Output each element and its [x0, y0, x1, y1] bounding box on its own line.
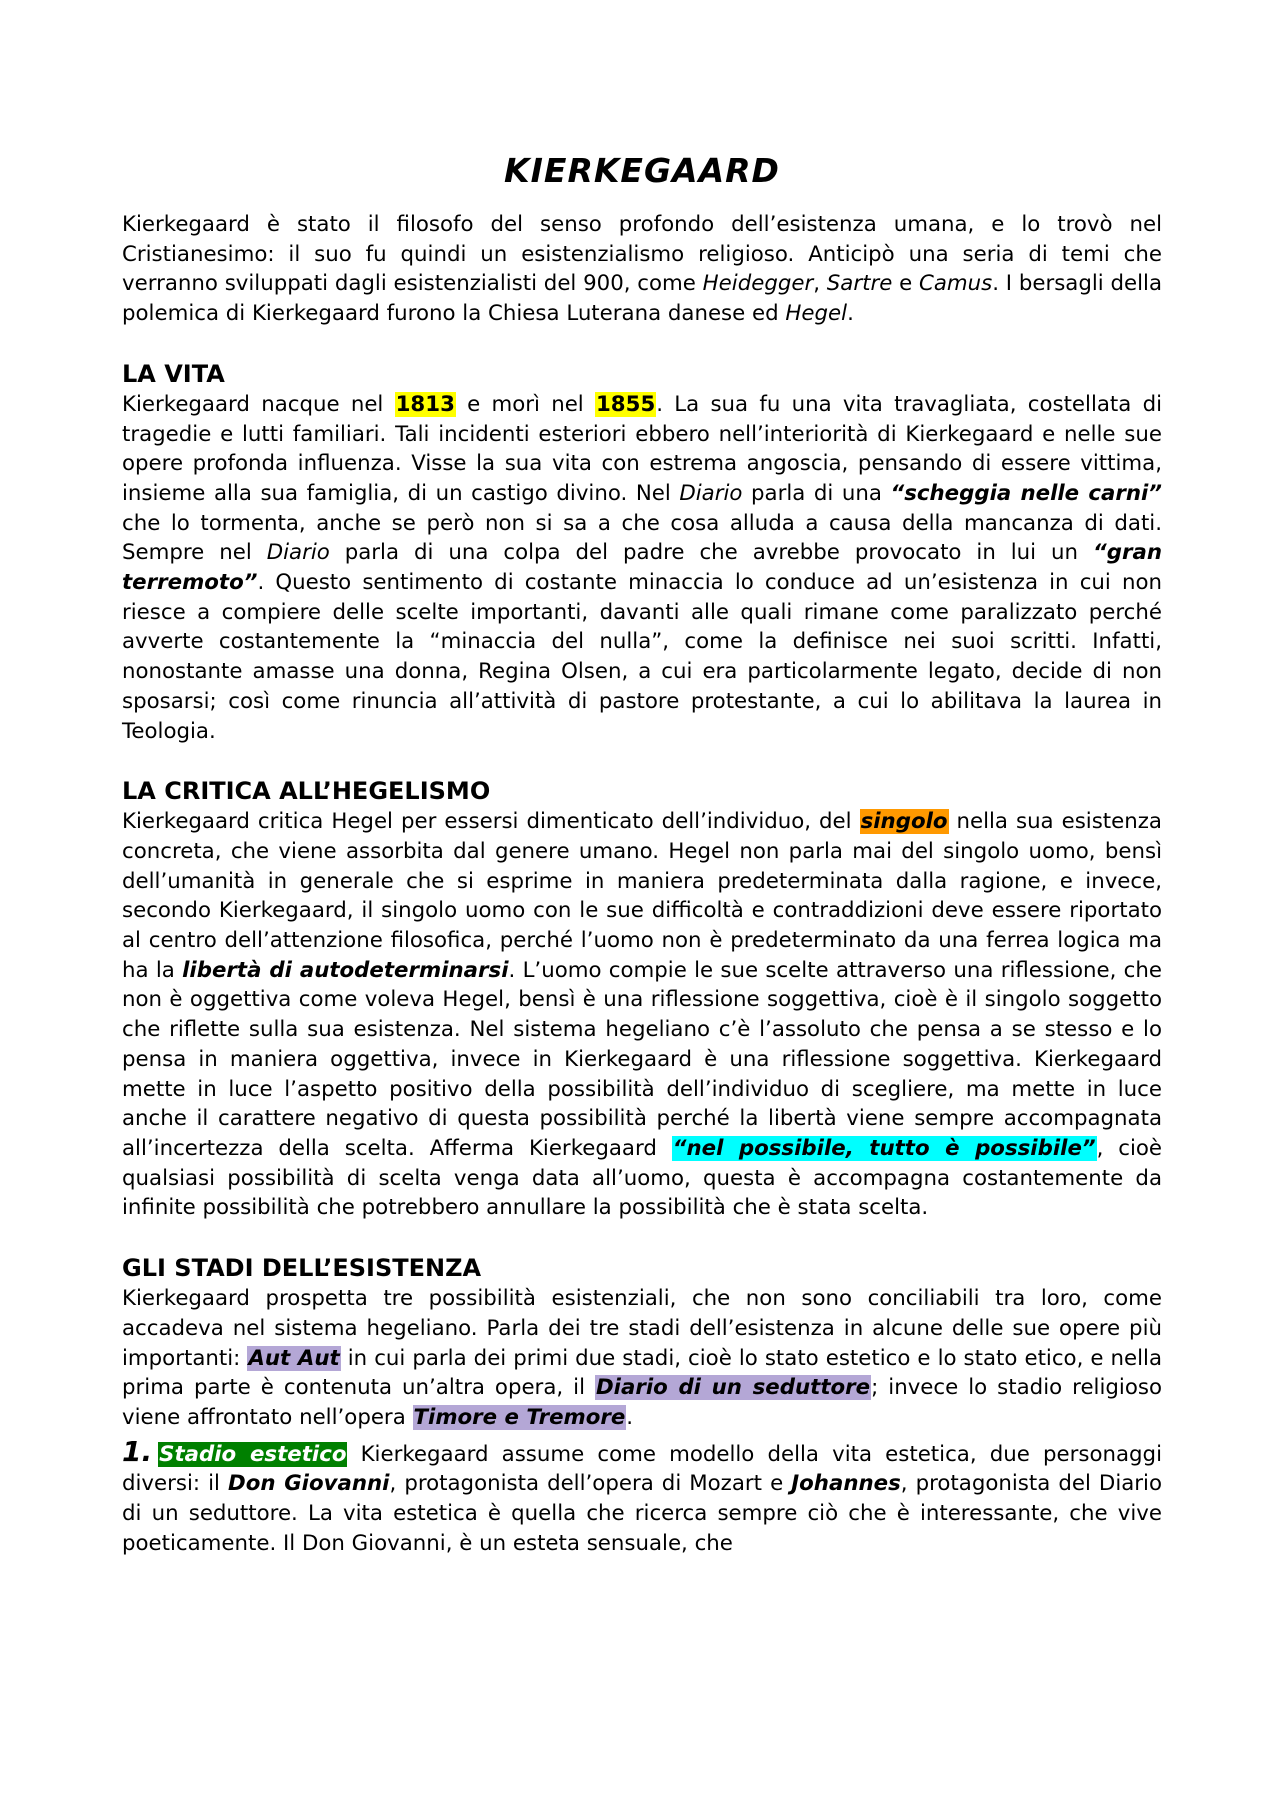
- emphasis-johannes: Johannes: [791, 1471, 901, 1497]
- quote-terremoto: “gran terremoto”: [122, 540, 1162, 596]
- text-run: . Questo sentimento di costante minaccia lo conduce ad un’esistenza in cui non riesce a compiere delle scelte importanti, davanti alle quali rimane come paralizzato perché avverte costantemente la “minaccia del nulla”, come la definisce nei suoi scritti. Infatti, nonostante amasse una donna, Regina Olsen, a cui era particolarmente legato, decide di non sposarsi; così come rinuncia all’attività di pastore protestante, a cui lo abilitava la laurea in Teologia.: [122, 570, 1162, 744]
- text-run: Kierkegaard prospetta tre possibilità esistenziali, che non sono conciliabili tra loro, come accadeva nel sistema hegeliano. Parla dei tre stadi dell’esistenza in alcune delle sue opere più importanti:: [122, 1286, 1162, 1371]
- name-camus: Camus: [918, 271, 993, 297]
- text-run: .: [847, 301, 854, 327]
- text-run: . L’uomo compie le sue scelte attraverso una riflessione, che non è oggettiva come voleva Hegel, bensì è una riflessione soggettiva, cioè è il singolo soggetto che riflette sulla sua esistenza. Nel sistema hegeliano c’è l’assoluto che pensa a se stesso e lo pensa in maniera oggettiva, invece in Kierkegaard è una riflessione soggettiva. Kierkegaard mette in luce l’aspetto positivo della possibilità dell’individuo di scegliere, ma mette in luce anche il carattere negativo di questa possibilità perché la libertà viene sempre accompagnata all’incertezza della scelta. Afferma Kierkegaard: [122, 957, 1162, 1161]
- highlight-death-year: 1855: [595, 391, 656, 417]
- heading-la-vita: LA VITA: [122, 359, 225, 388]
- document-page: [122, 150, 1162, 1558]
- emphasis-don-giovanni: Don Giovanni: [228, 1471, 390, 1497]
- quote-scheggia: “scheggia nelle carni”: [890, 480, 1163, 506]
- text-run: , protagonista dell’opera di Mozart e: [389, 1471, 792, 1497]
- text-run: che lo tormenta, anche se però non si sa a che cosa alluda a causa della mancanza di dati. Sempre nel: [122, 510, 1162, 566]
- critica-paragraph: [122, 807, 1162, 1223]
- text-run: ; invece lo stadio religioso viene affrontato nell’opera: [122, 1375, 1162, 1430]
- text-run: e morì nel: [455, 391, 595, 417]
- text-run: nella sua esistenza concreta, che viene assorbita dal genere umano. Hegel non parla mai del singolo uomo, bensì dell’umanità in generale che si esprime in maniera predeterminata dalla ragione, e invece, secondo Kierkegaard, il singolo uomo con le sue difficoltà e contraddizioni deve essere riportato al centro dell’attenzione filosofica, perché l’uomo non è predeterminato da una ferrea logica ma ha la: [122, 809, 1162, 983]
- text-run: ,: [813, 271, 827, 297]
- text-run: Kierkegaard è stato il filosofo del senso profondo dell’esistenza umana, e lo trovò nel Cristianesimo: il suo fu quindi un esistenzialismo religioso. Anticipò una seria di temi che verranno sviluppati dagli esistenzialisti del 900, come: [122, 212, 1162, 297]
- highlight-stadio-estetico: Stadio estetico: [159, 1441, 347, 1467]
- highlight-quote-possibile: “nel possibile, tutto è possibile”: [672, 1135, 1096, 1161]
- text-run: e: [892, 271, 919, 297]
- intro-paragraph: [122, 210, 1162, 329]
- highlight-timore-tremore: Timore e Tremore: [413, 1404, 626, 1430]
- text-run: Kierkegaard assume come modello della vita estetica, due personaggi diversi: il: [122, 1441, 1162, 1497]
- text-run: . I bersagli della polemica di Kierkegaard furono la Chiesa Luterana danese ed: [122, 271, 1162, 327]
- heading-critica: LA CRITICA ALL’HEGELISMO: [122, 777, 491, 806]
- emphasis-liberta: libertà di autodeterminarsi: [182, 957, 509, 983]
- text-run: . La sua fu una vita travagliata, costellata di tragedie e lutti familiari. Tali incidenti esteriori ebbero nell’interiorità di Kierkegaard e nelle sue opere profonda influenza. Visse la sua vita con estrema angoscia, pensando di essere vittima, insieme alla sua famiglia, di un castigo divino. Nel: [122, 391, 1162, 506]
- stadio-estetico-paragraph: [122, 1434, 1163, 1559]
- text-run: , cioè qualsiasi possibilità di scelta venga data all’uomo, questa è accompagna costantemente da infinite possibilità che potrebbero annullare la possibilità che è stata scelta.: [122, 1135, 1162, 1221]
- text-run: .: [626, 1404, 634, 1430]
- heading-stadi: GLI STADI DELL’ESISTENZA: [122, 1254, 482, 1283]
- title-diario: Diario: [266, 540, 330, 566]
- highlight-birth-year: 1813: [395, 391, 455, 417]
- highlight-singolo: singolo: [860, 809, 948, 835]
- highlight-aut-aut: Aut Aut: [248, 1345, 340, 1371]
- text-run: Kierkegaard critica Hegel per essersi dimenticato dell’individuo, del: [122, 809, 860, 835]
- text-run: parla di una: [742, 480, 891, 506]
- vita-paragraph: [122, 390, 1162, 746]
- page-title: KIERKEGAARD: [504, 151, 780, 190]
- text-run: , protagonista del Diario di un seduttore. La vita estetica è quella che ricerca sempre ciò che è interessante, che vive poeticamente. Il Don Giovanni, è un esteta sensuale, che: [122, 1471, 1163, 1556]
- name-sartre: Sartre: [826, 271, 893, 297]
- text-run: Kierkegaard nacque nel: [122, 391, 395, 417]
- list-number: 1.: [122, 1434, 153, 1468]
- text-run: parla di una colpa del padre che avrebbe provocato in lui un: [329, 540, 1093, 566]
- highlight-diario-seduttore: Diario di un seduttore: [596, 1375, 871, 1401]
- text-run: in cui parla dei primi due stadi, cioè lo stato estetico e lo stato etico, e nella prima parte è contenuta un’altra opera, il: [122, 1345, 1163, 1401]
- name-heidegger: Heidegger: [702, 271, 814, 297]
- title-diario: Diario: [679, 480, 743, 506]
- stadi-paragraph: [122, 1284, 1162, 1433]
- name-hegel: Hegel: [785, 301, 848, 327]
